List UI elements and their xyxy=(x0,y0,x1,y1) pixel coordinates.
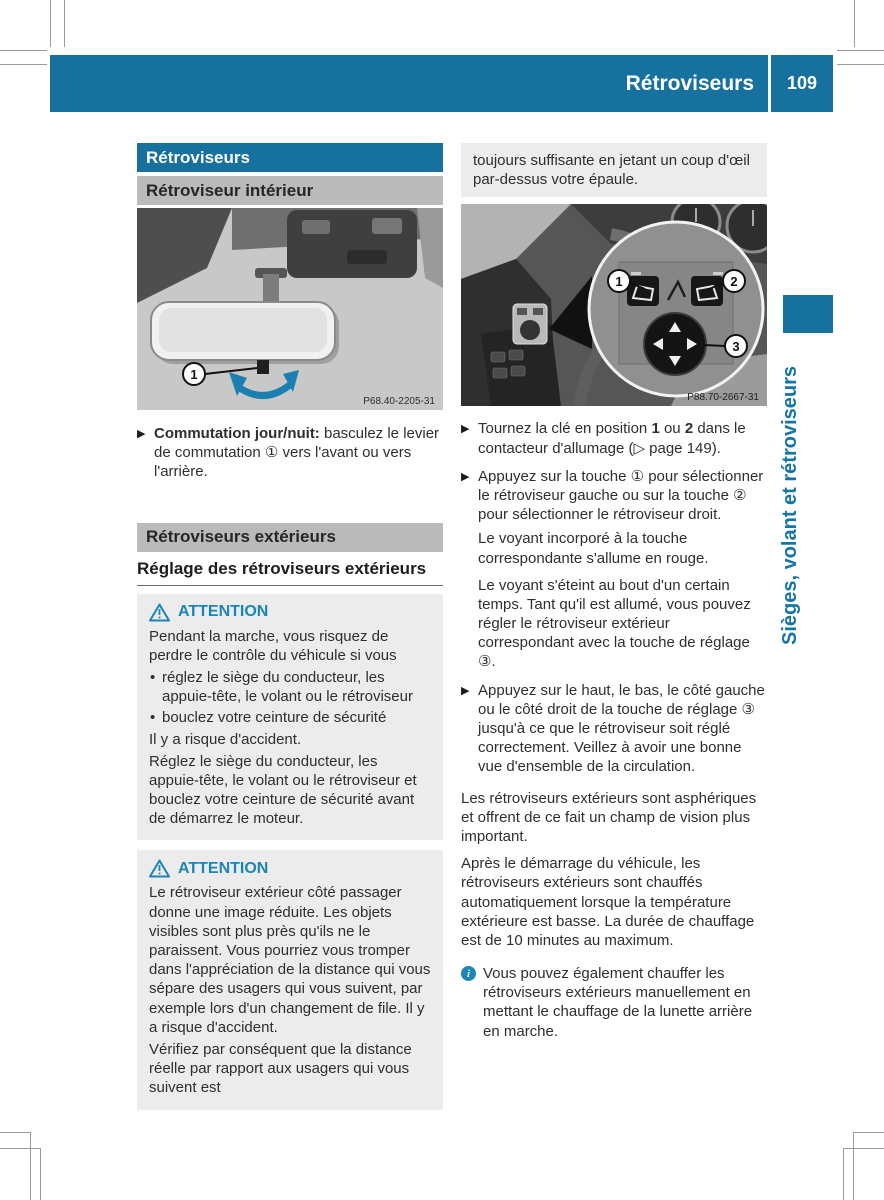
warning-2-continuation: toujours suffisante en jetant un coup d'œil par-dessus votre épaule. xyxy=(461,143,767,197)
figure-1-code: P68.40-2205-31 xyxy=(363,396,435,407)
page-number: 109 xyxy=(786,73,818,93)
left-column xyxy=(137,143,443,1120)
warning-triangle-icon xyxy=(149,603,170,622)
crop-mark xyxy=(30,1132,31,1200)
callout-3-label: 3 xyxy=(732,339,740,355)
crop-mark xyxy=(837,64,884,65)
warning-box-1 xyxy=(137,594,443,841)
warning-2-p2: Vérifiez par conséquent que la distance réelle par rapport aux usagers qui vous suivent est xyxy=(149,1040,412,1097)
warning-2-label: ATTENTION xyxy=(178,859,269,877)
step-marker-icon: ▶ xyxy=(461,423,470,436)
left-mirror-button xyxy=(627,276,659,306)
crop-mark xyxy=(853,1132,854,1200)
figure-2-code: P88.70-2667-31 xyxy=(687,392,759,404)
warning-1-bullet-1-text: réglez le siège du conducteur, les appuie-tête, le volant ou le rétroviseur xyxy=(162,668,413,706)
warning-1-risk: Il y a risque d'accident. xyxy=(149,730,302,748)
callout-1-label: 1 xyxy=(615,274,623,290)
figure-interior-mirror xyxy=(137,208,443,410)
step-marker-icon: ▶ xyxy=(137,428,146,440)
figure-mirror-controls xyxy=(461,204,767,406)
step-marker-icon: ▶ xyxy=(461,684,470,697)
crop-mark xyxy=(50,0,51,47)
paragraph-heating: Après le démarrage du véhicule, les rétroviseurs extérieurs sont chauffés automatiquement lorsque la température extérieure est basse. La durée de chauffage est de 10 minutes au maximum. xyxy=(461,855,755,949)
info-note xyxy=(461,964,767,1041)
warning-1-label: ATTENTION xyxy=(178,603,269,621)
page-header-bar xyxy=(50,55,833,112)
crop-mark xyxy=(844,1148,884,1149)
step-select-mirror xyxy=(461,467,767,672)
step-day-night xyxy=(137,424,443,482)
bullet-icon: • xyxy=(150,709,156,727)
chapter-tab xyxy=(783,295,833,333)
paragraph-aspheric: Les rétroviseurs extérieurs sont asphériques et offrent de ce fait un champ de vision plus important. xyxy=(461,789,757,845)
step-select-mirror-sub-2: Le voyant s'éteint au bout d'un certain temps. Tant qu'il est allumé, vous pouvez régler le rétroviseur extérieur correspondant avec la touche de réglage ③. xyxy=(478,576,751,671)
crop-mark xyxy=(40,1148,41,1200)
crop-mark xyxy=(64,0,65,47)
crop-mark xyxy=(837,50,884,51)
callout-1-label: 1 xyxy=(190,367,198,382)
warning-1-advice: Réglez le siège du conducteur, les appuie-tête, le volant ou le rétroviseur et bouclez votre ceinture de sécurité avant de démarrez le moteur. xyxy=(149,752,417,828)
callout-2-label: 2 xyxy=(730,274,738,290)
crop-mark xyxy=(854,0,855,47)
step-marker-icon: ▶ xyxy=(461,470,470,483)
crop-mark xyxy=(0,64,47,65)
bullet-icon: • xyxy=(150,668,156,686)
warning-2-p1: Le rétroviseur extérieur côté passager donne une image réduite. Les objets visibles sont plus près qu'ils ne le paraissent. Vous pourriez vous tromper dans l'appréciation de la distance qui vous sépare des usagers qui vous suivent, par exemple lors d'un changement de file. Il y a risque d'accident. xyxy=(149,884,431,1036)
warning-1-bullet-2-text: bouclez votre ceinture de sécurité xyxy=(162,709,387,727)
chapter-band: Rétroviseurs xyxy=(137,143,443,172)
info-note-text: Vous pouvez également chauffer les rétroviseurs extérieurs manuellement en mettant le chauffage de la lunette arrière en marche. xyxy=(483,965,753,1040)
warning-1-header xyxy=(149,603,431,622)
right-column xyxy=(461,143,767,1041)
step-day-night-text: Commutation jour/nuit: basculez le levier de commutation ① vers l'avant ou vers l'arrière. xyxy=(154,425,440,481)
crop-mark xyxy=(843,1148,844,1200)
crop-mark xyxy=(854,1132,884,1133)
step-turn-key xyxy=(461,419,767,457)
warning-1-bullet-2 xyxy=(149,708,431,727)
warning-1-bullet-1 xyxy=(149,668,431,706)
info-icon: i xyxy=(461,966,476,981)
crop-mark xyxy=(0,1148,40,1149)
warning-2-header xyxy=(149,859,431,878)
section-band-interior-mirror: Rétroviseur intérieur xyxy=(137,176,443,205)
step-adjust-mirror-text: Appuyez sur le haut, le bas, le côté gauche ou le côté droit de la touche de réglage ③ jusqu'à ce que le rétroviseur soit réglé correctement. Veillez à avoir une bonne vue d'ensemble de la circulation. xyxy=(478,681,765,776)
warning-box-2 xyxy=(137,850,443,1109)
chapter-sidebar-label: Sièges, volant et rétroviseurs xyxy=(779,365,801,645)
step-turn-key-text: Tournez la clé en position 1 ou 2 dans le contacteur d'allumage (▷ page 149). xyxy=(478,420,746,457)
crop-mark xyxy=(0,50,47,51)
section-band-exterior-mirrors: Rétroviseurs extérieurs xyxy=(137,523,443,552)
step-select-mirror-text: Appuyez sur la touche ① pour sélectionner le rétroviseur gauche ou sur la touche ② pour sélectionner le rétroviseur droit. xyxy=(478,467,764,524)
warning-1-intro: Pendant la marche, vous risquez de perdre le contrôle du véhicule si vous xyxy=(149,627,397,664)
heading-adjust-exterior-mirrors: Réglage des rétroviseurs extérieurs xyxy=(137,559,443,586)
step-select-mirror-sub-1: Le voyant incorporé à la touche correspondante s'allume en rouge. xyxy=(478,530,709,567)
warning-triangle-icon xyxy=(149,859,170,878)
step-adjust-mirror xyxy=(461,681,767,777)
right-mirror-button xyxy=(691,276,723,306)
crop-mark xyxy=(0,1132,30,1133)
page-title: Rétroviseurs xyxy=(625,71,754,95)
